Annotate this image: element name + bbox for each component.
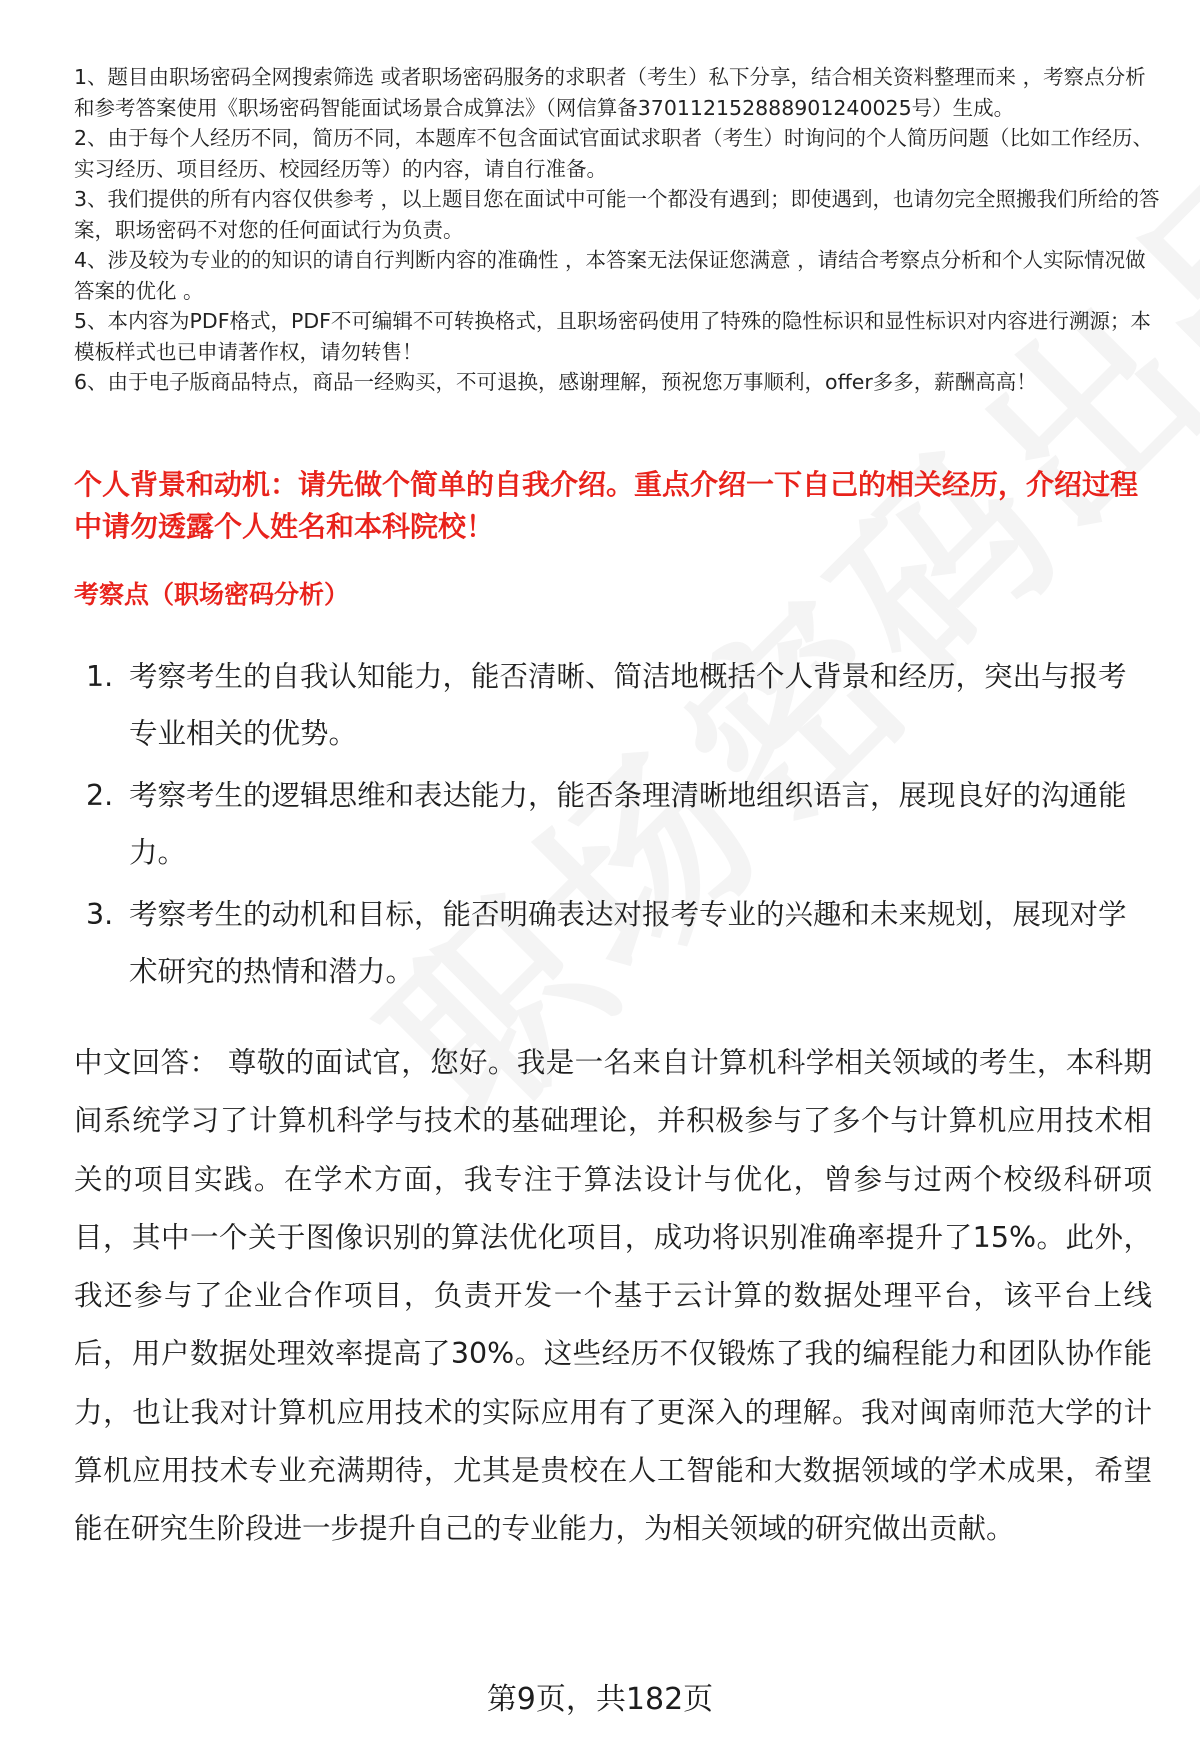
notice-item: 6、由于电子版商品特点，商品一经购买，不可退换，感谢理解，预祝您万事顺利，offer多多，薪酬高高！ bbox=[74, 370, 1037, 394]
point-number: 2. bbox=[86, 779, 114, 812]
point-text: 考察考生的逻辑思维和表达能力，能否条理清晰地组织语言，展现良好的沟通能力。 bbox=[129, 779, 1127, 869]
point-number: 1. bbox=[86, 660, 114, 693]
page-number: 第9页，共182页 bbox=[486, 1682, 714, 1717]
point-number: 3. bbox=[86, 898, 114, 931]
notice-item: 1、题目由职场密码全网搜索筛选 或者职场密码服务的求职者（考生）私下分享，结合相关资料整理而来 ，考察点分析和参考答案使用《职场密码智能面试场景合成算法》（网信算备370112152888901240025号）生成。 bbox=[74, 65, 1146, 120]
notice-block bbox=[74, 62, 1164, 398]
notice-item: 2、由于每个人经历不同，简历不同，本题库不包含面试官面试求职者（考生）时询问的个人简历问题（比如工作经历、实习经历、项目经历、校园经历等）的内容，请自行准备。 bbox=[74, 126, 1154, 181]
point-text: 考察考生的自我认知能力，能否清晰、简洁地概括个人背景和经历，突出与报考专业相关的优势。 bbox=[129, 660, 1127, 750]
answer-text: 中文回答： 尊敬的面试官，您好。我是一名来自计算机科学相关领域的考生，本科期间系统学习了计算机科学与技术的基础理论，并积极参与了多个与计算机应用技术相关的项目实践。在学术方面，我专注于算法设计与优化，曾参与过两个校级科研项目，其中一个关于图像识别的算法优化项目，成功将识别准确率提升了15%。此外，我还参与了企业合作项目，负责开发一个基于云计算的数据处理平台，该平台上线后，用户数据处理效率提高了30%。这些经历不仅锻炼了我的编程能力和团队协作能力，也让我对计算机应用技术的实际应用有了更深入的理解。我对闽南师范大学的计算机应用技术专业充满期待，尤其是贵校在人工智能和大数据领域的学术成果，希望能在研究生阶段进一步提升自己的专业能力，为相关领域的研究做出贡献。 bbox=[74, 1046, 1152, 1546]
analysis-point bbox=[74, 886, 1154, 1000]
question-title: 个人背景和动机：请先做个简单的自我介绍。重点介绍一下自己的相关经历，介绍过程中请勿透露个人姓名和本科院校！ bbox=[74, 468, 1139, 543]
point-text: 考察考生的动机和目标，能否明确表达对报考专业的兴趣和未来规划，展现对学术研究的热情和潜力。 bbox=[129, 898, 1127, 988]
analysis-heading: 考察点（职场密码分析） bbox=[74, 580, 350, 609]
analysis-point bbox=[74, 648, 1154, 762]
analysis-points-list bbox=[74, 648, 1154, 1005]
notice-item: 5、本内容为PDF格式，PDF不可编辑不可转换格式，且职场密码使用了特殊的隐性标识和显性标识对内容进行溯源；本模板样式也已申请著作权，请勿转售！ bbox=[74, 309, 1151, 364]
analysis-point bbox=[74, 767, 1154, 881]
notice-item: 4、涉及较为专业的的知识的请自行判断内容的准确性 ，本答案无法保证您满意 ，请结合考察点分析和个人实际情况做答案的优化 。 bbox=[74, 248, 1146, 303]
notice-item: 3、我们提供的所有内容仅供参考 ，以上题目您在面试中可能一个都没有遇到；即使遇到，也请勿完全照搬我们所给的答案，职场密码不对您的任何面试行为负责。 bbox=[74, 187, 1160, 242]
